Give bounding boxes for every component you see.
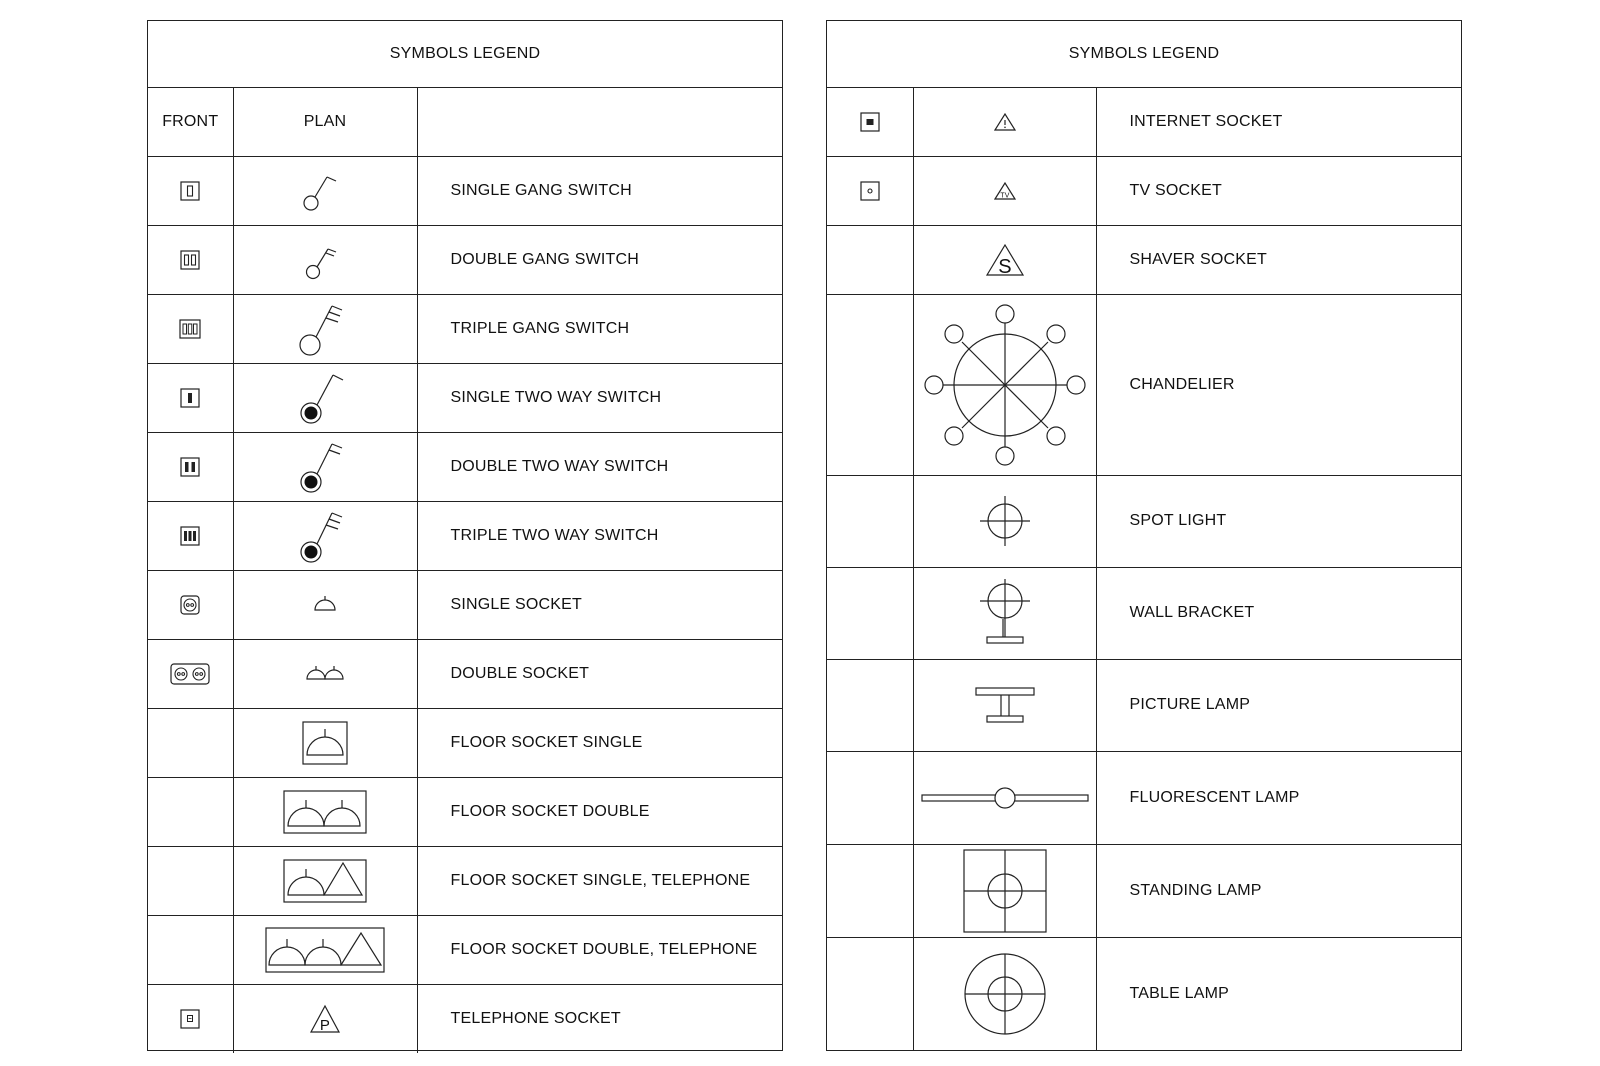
row-label: TABLE LAMP xyxy=(1096,937,1461,1050)
double-socket-front-icon xyxy=(148,639,233,708)
wall-bracket-plan-icon xyxy=(913,567,1096,659)
internet-socket-front-icon xyxy=(827,87,913,156)
legend-row xyxy=(827,156,1461,225)
legend-row xyxy=(148,156,782,225)
legend-row xyxy=(827,659,1461,751)
single-two-way-switch-plan-icon xyxy=(233,363,417,432)
picture-lamp-plan-icon xyxy=(913,659,1096,751)
row-label: CHANDELIER xyxy=(1096,294,1461,475)
double-gang-switch-front-icon xyxy=(148,225,233,294)
front-empty xyxy=(827,475,913,567)
floor-socket-single-plan-icon xyxy=(233,708,417,777)
triple-two-way-switch-plan-icon xyxy=(233,501,417,570)
table-lamp-plan-icon xyxy=(913,937,1096,1050)
legend-row xyxy=(148,363,782,432)
legend-row xyxy=(148,984,782,1053)
front-empty xyxy=(827,567,913,659)
single-two-way-switch-front-icon xyxy=(148,363,233,432)
single-gang-switch-plan-icon xyxy=(233,156,417,225)
row-label: STANDING LAMP xyxy=(1096,844,1461,937)
legend-row xyxy=(148,639,782,708)
front-empty xyxy=(827,844,913,937)
legend-row xyxy=(827,751,1461,844)
legend-row xyxy=(148,570,782,639)
legend-row xyxy=(148,294,782,363)
telephone-socket-plan-letter: P xyxy=(319,1016,331,1034)
front-empty xyxy=(827,294,913,475)
row-label: FLOOR SOCKET DOUBLE, TELEPHONE xyxy=(417,915,782,984)
shaver-socket-plan-icon xyxy=(913,225,1096,294)
row-label: FLUORESCENT LAMP xyxy=(1096,751,1461,844)
column-header-plan: PLAN xyxy=(233,87,417,156)
legend-row xyxy=(148,432,782,501)
telephone-socket-plan-icon xyxy=(233,984,417,1053)
triple-gang-switch-front-icon xyxy=(148,294,233,363)
row-label: SINGLE GANG SWITCH xyxy=(417,156,782,225)
row-label: DOUBLE SOCKET xyxy=(417,639,782,708)
telephone-socket-front-icon xyxy=(148,984,233,1053)
symbols-legend-right xyxy=(826,20,1462,1051)
row-label: SINGLE SOCKET xyxy=(417,570,782,639)
legend-row xyxy=(827,294,1461,475)
front-empty xyxy=(827,751,913,844)
triple-two-way-switch-front-icon xyxy=(148,501,233,570)
row-label: TELEPHONE SOCKET xyxy=(417,984,782,1053)
legend-row xyxy=(827,87,1461,156)
legend-row xyxy=(827,567,1461,659)
single-socket-front-icon xyxy=(148,570,233,639)
row-label: PICTURE LAMP xyxy=(1096,659,1461,751)
tv-socket-front-icon xyxy=(827,156,913,225)
legend-row xyxy=(827,475,1461,567)
front-empty xyxy=(148,708,233,777)
row-label: DOUBLE TWO WAY SWITCH xyxy=(417,432,782,501)
front-empty xyxy=(827,659,913,751)
spot-light-plan-icon xyxy=(913,475,1096,567)
legend-row xyxy=(148,501,782,570)
front-empty xyxy=(148,846,233,915)
fluorescent-lamp-plan-icon xyxy=(913,751,1096,844)
row-label: SPOT LIGHT xyxy=(1096,475,1461,567)
legend-row xyxy=(148,225,782,294)
row-label: FLOOR SOCKET DOUBLE xyxy=(417,777,782,846)
legend-row xyxy=(827,225,1461,294)
row-label: INTERNET SOCKET xyxy=(1096,87,1461,156)
legend-row xyxy=(827,844,1461,937)
chandelier-plan-icon xyxy=(913,294,1096,475)
double-gang-switch-plan-icon xyxy=(233,225,417,294)
legend-row xyxy=(827,937,1461,1050)
row-label: TRIPLE TWO WAY SWITCH xyxy=(417,501,782,570)
column-header-description xyxy=(417,87,782,156)
floor-socket-single-telephone-plan-icon xyxy=(233,846,417,915)
row-label: SHAVER SOCKET xyxy=(1096,225,1461,294)
front-empty xyxy=(148,915,233,984)
internet-socket-plan-icon xyxy=(913,87,1096,156)
legend-title: SYMBOLS LEGEND xyxy=(827,21,1461,87)
column-header-front: FRONT xyxy=(148,87,233,156)
row-label: SINGLE TWO WAY SWITCH xyxy=(417,363,782,432)
front-empty xyxy=(827,937,913,1050)
row-label: FLOOR SOCKET SINGLE, TELEPHONE xyxy=(417,846,782,915)
legend-row xyxy=(148,777,782,846)
row-label: FLOOR SOCKET SINGLE xyxy=(417,708,782,777)
standing-lamp-plan-icon xyxy=(913,844,1096,937)
row-label: TV SOCKET xyxy=(1096,156,1461,225)
double-socket-plan-icon xyxy=(233,639,417,708)
legend-row xyxy=(148,708,782,777)
triple-gang-switch-plan-icon xyxy=(233,294,417,363)
symbols-legend-left xyxy=(147,20,783,1051)
legend-row xyxy=(148,846,782,915)
floor-socket-double-plan-icon xyxy=(233,777,417,846)
single-gang-switch-front-icon xyxy=(148,156,233,225)
single-socket-plan-icon xyxy=(233,570,417,639)
row-label: WALL BRACKET xyxy=(1096,567,1461,659)
front-empty xyxy=(827,225,913,294)
tv-socket-plan-letter: TV xyxy=(999,192,1010,199)
floor-socket-double-telephone-plan-icon xyxy=(233,915,417,984)
row-label: DOUBLE GANG SWITCH xyxy=(417,225,782,294)
double-two-way-switch-front-icon xyxy=(148,432,233,501)
shaver-socket-plan-letter: S xyxy=(997,255,1012,278)
row-label: TRIPLE GANG SWITCH xyxy=(417,294,782,363)
legend-row xyxy=(148,915,782,984)
legend-title: SYMBOLS LEGEND xyxy=(148,21,782,87)
tv-socket-plan-icon xyxy=(913,156,1096,225)
front-empty xyxy=(148,777,233,846)
double-two-way-switch-plan-icon xyxy=(233,432,417,501)
